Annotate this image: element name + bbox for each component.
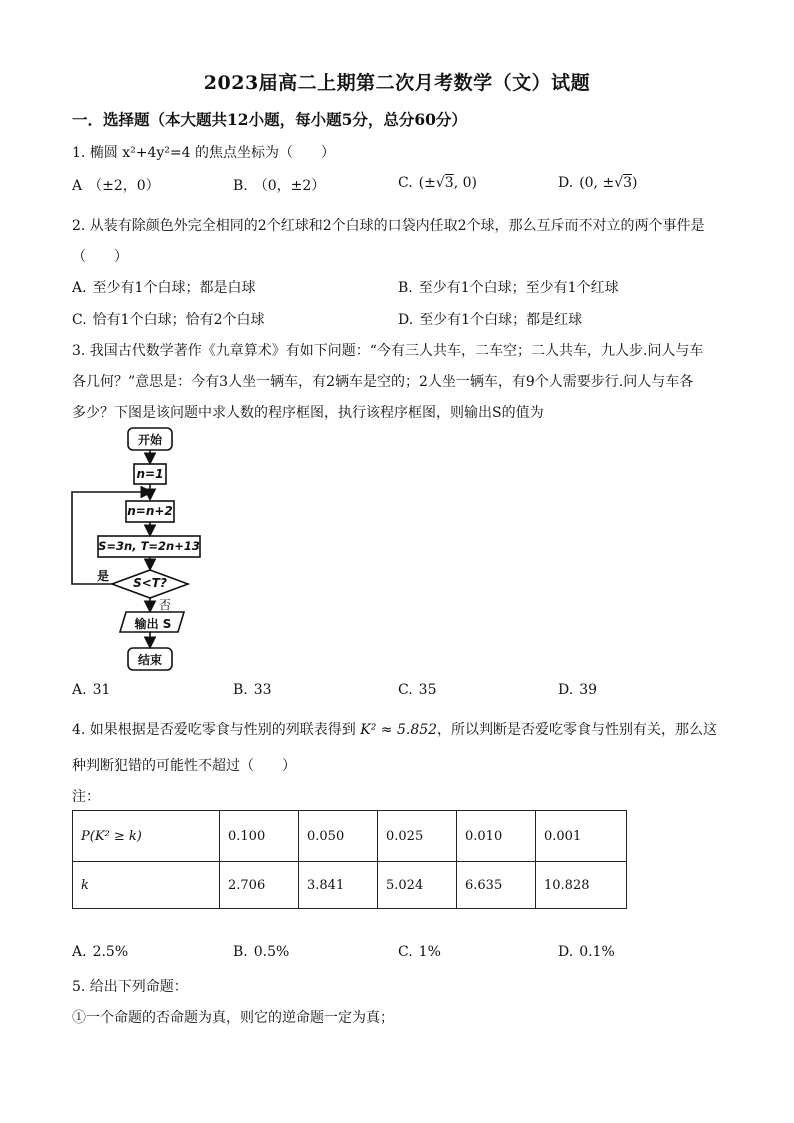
q4-stem-line1: 4. 如果根据是否爱吃零食与性别的列联表得到 K² ≈ 5.852，所以判断是否爱吃零食与性别有关，那么这: [72, 722, 718, 738]
q2-stem-line1: 2. 从装有除颜色外完全相同的2个红球和2个白球的口袋内任取2个球，那么互斥而不对立的两个事件是: [72, 218, 705, 234]
q2-stem-line2: （ ）: [72, 249, 128, 265]
q3-option-a: A. 31: [72, 682, 111, 698]
k-squared-value: K² ≈ 5.852: [360, 722, 438, 738]
q1-option-b: B. （0，±2）: [233, 178, 326, 194]
q3-stem-line2: 各几何？”意思是：今有3人坐一辆车，有2辆车是空的；2人坐一辆车，有9个人需要步行.问人与车各: [72, 374, 694, 390]
flow-output-label: 输出 S: [134, 617, 172, 631]
flow-start-label: 开始: [137, 433, 162, 447]
q1-stem: 1. 椭圆 x²+4y²=4 的焦点坐标为（ ）: [72, 145, 336, 161]
table-cell: 5.024: [378, 862, 457, 909]
q3-option-b: B. 33: [233, 682, 272, 698]
q1-option-d: D. (0, ±√3): [558, 175, 638, 191]
section-heading: 一．选择题（本大题共12小题，每小题5分，总分60分）: [72, 110, 467, 129]
table-row: [73, 862, 627, 909]
q4-option-a: A. 2.5%: [72, 944, 129, 960]
flow-yes-label: 是: [96, 569, 109, 583]
q2-option-c: C. 恰有1个白球；恰有2个白球: [72, 312, 265, 328]
q4-option-d: D. 0.1%: [558, 944, 615, 960]
q3-stem-line1: 3. 我国古代数学著作《九章算术》有如下问题：“今有三人共车，二车空；二人共车，九人步.问人与车: [72, 343, 704, 359]
q4-stem-line2: 种判断犯错的可能性不超过（ ）: [72, 758, 296, 774]
flow-update-label: n=n+2: [127, 504, 173, 518]
table-cell: 3.841: [299, 862, 378, 909]
q2-option-b: B. 至少有1个白球；至少有1个红球: [398, 280, 619, 296]
table-cell: 6.635: [457, 862, 536, 909]
q2-option-a: A. 至少有1个白球；都是白球: [72, 280, 256, 296]
table-row: [73, 811, 627, 862]
table-cell: 0.100: [220, 811, 299, 862]
table-cell: 0.025: [378, 811, 457, 862]
table-header-cell: P(K² ≥ k): [73, 811, 220, 862]
flow-assign-label: S=3n, T=2n+13: [98, 539, 200, 553]
table-cell: 2.706: [220, 862, 299, 909]
flow-condition-label: S<T?: [133, 576, 167, 590]
table-cell: 10.828: [536, 862, 627, 909]
table-cell: 0.050: [299, 811, 378, 862]
sqrt-symbol: √: [614, 175, 624, 191]
table-cell: 0.010: [457, 811, 536, 862]
q3-option-c: C. 35: [398, 682, 437, 698]
q2-option-d: D. 至少有1个白球；都是红球: [398, 312, 583, 328]
q1-option-a: A （±2，0）: [72, 178, 160, 194]
q5-item-1: ①一个命题的否命题为真，则它的逆命题一定为真；: [72, 1010, 394, 1026]
q3-stem-line3: 多少？下图是该问题中求人数的程序框图，执行该程序框图，则输出S的值为: [72, 405, 544, 421]
flow-init-label: n=1: [136, 467, 164, 481]
table-cell: 0.001: [536, 811, 627, 862]
flowchart: [64, 424, 214, 679]
flow-no-label: 否: [158, 598, 171, 612]
q4-option-b: B. 0.5%: [233, 944, 290, 960]
q4-note: 注：: [72, 789, 100, 805]
page-title: 2023届高二上期第二次月考数学（文）试题: [203, 72, 591, 94]
q5-stem: 5. 给出下列命题：: [72, 979, 188, 995]
q4-option-c: C. 1%: [398, 944, 441, 960]
q3-option-d: D. 39: [558, 682, 598, 698]
q1-option-c: C. (±√3, 0): [398, 175, 477, 191]
sqrt-symbol: √: [435, 175, 445, 191]
flow-end-label: 结束: [137, 653, 162, 667]
k-squared-table: [72, 810, 627, 909]
table-header-cell: k: [73, 862, 220, 909]
